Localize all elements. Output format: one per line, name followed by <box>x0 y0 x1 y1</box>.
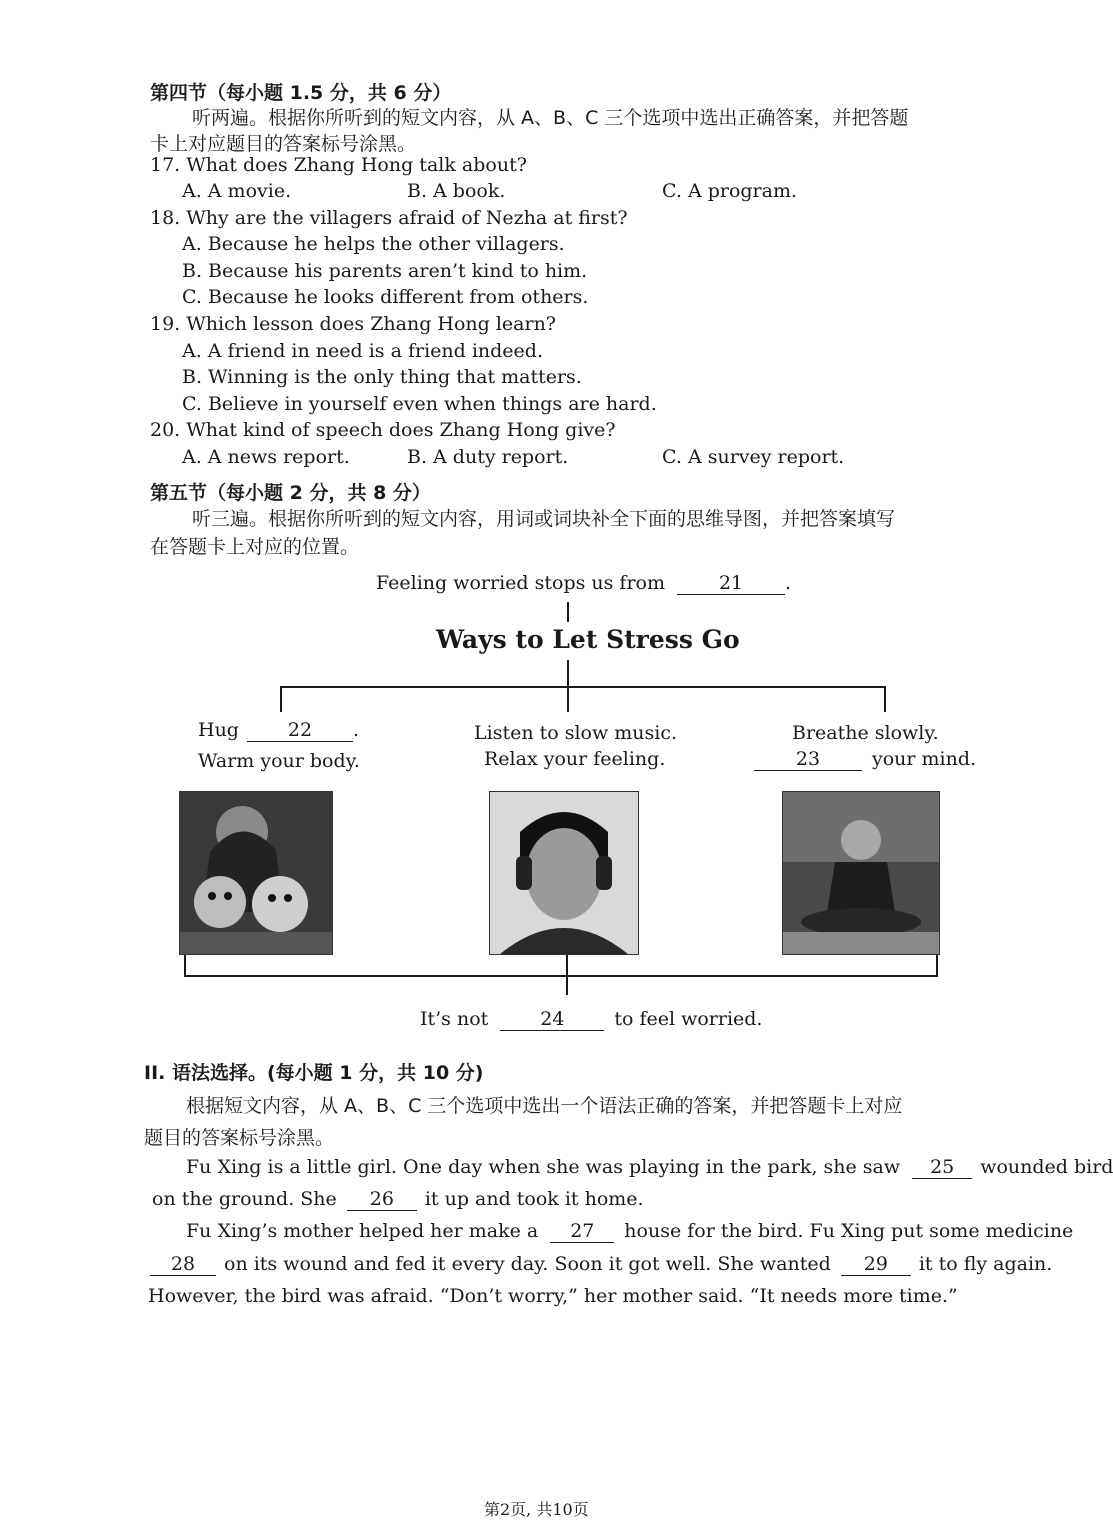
blank-21[interactable]: 21 <box>677 574 785 595</box>
bottom-branch-center <box>566 955 568 995</box>
q19-option-c: C. Believe in yourself even when things are hard. <box>182 393 657 415</box>
mindmap-bottom-text: It’s not 24 to feel worried. <box>420 1008 763 1030</box>
photo-listen-music <box>489 791 639 955</box>
q19-option-b: B. Winning is the only thing that matters. <box>182 366 582 388</box>
section4-instruction-2: 卡上对应题目的答案标号涂黑。 <box>150 133 417 155</box>
q20-option-c: C. A survey report. <box>662 446 845 468</box>
photo-hug-toys <box>179 791 333 955</box>
photo-breathe-meditate-illustration <box>783 792 939 954</box>
question-18-stem: 18. Why are the villagers afraid of Nezha at first? <box>150 207 628 229</box>
q17-option-c: C. A program. <box>662 180 798 202</box>
branch-bar-top <box>280 686 886 688</box>
bottom-branch-right <box>936 955 938 977</box>
middle-branch-line2: Relax your feeling. <box>484 748 666 770</box>
q17-option-b: B. A book. <box>407 180 506 202</box>
blank-25[interactable]: 25 <box>912 1158 972 1179</box>
grammar-instruction-2: 题目的答案标号涂黑。 <box>144 1127 335 1149</box>
section5-title: 第五节（每小题 2 分，共 8 分） <box>150 482 431 504</box>
q19-option-a: A. A friend in need is a friend indeed. <box>182 340 543 362</box>
right-branch-line1: Breathe slowly. <box>792 722 939 744</box>
q20-option-b: B. A duty report. <box>407 446 569 468</box>
left-branch-line2: Warm your body. <box>198 750 360 772</box>
branch-right <box>884 686 886 712</box>
section4-instruction-1: 听两遍。根据你所听到的短文内容，从 A、B、C 三个选项中选出正确答案，并把答题 <box>192 107 909 129</box>
photo-breathe-meditate <box>782 791 940 955</box>
branch-bar-bottom <box>184 975 938 977</box>
section4-title: 第四节（每小题 1.5 分，共 6 分） <box>150 82 452 104</box>
grammar-p2-line2: 28 on its wound and fed it every day. Soon it got well. She wanted 29 it to fly again. <box>150 1253 1052 1276</box>
page-number: 第2页, 共10页 <box>484 1500 589 1519</box>
grammar-title: II. 语法选择。(每小题 1 分，共 10 分) <box>144 1062 484 1084</box>
right-branch-line2: 23 your mind. <box>754 748 976 771</box>
branch-middle <box>567 686 569 712</box>
blank-22[interactable]: 22 <box>247 721 353 742</box>
question-17-stem: 17. What does Zhang Hong talk about? <box>150 154 527 176</box>
grammar-p2-line1: Fu Xing’s mother helped her make a 27 house for the bird. Fu Xing put some medicine <box>186 1220 1074 1242</box>
blank-23[interactable]: 23 <box>754 750 862 771</box>
grammar-p1-line2: on the ground. She 26 it up and took it home. <box>152 1188 644 1210</box>
grammar-p2-line3: However, the bird was afraid. “Don’t worry,” her mother said. “It needs more time.” <box>148 1285 958 1307</box>
q17-option-a: A. A movie. <box>182 180 292 202</box>
blank-29[interactable]: 29 <box>841 1255 911 1276</box>
photo-hug-toys-illustration <box>180 792 332 954</box>
connector-top <box>567 602 569 622</box>
section5-instruction-1: 听三遍。根据你所听到的短文内容，用词或词块补全下面的思维导图，并把答案填写 <box>192 508 896 530</box>
branch-left <box>280 686 282 712</box>
blank-24[interactable]: 24 <box>500 1010 604 1031</box>
q18-option-c: C. Because he looks different from others. <box>182 286 589 308</box>
photo-listen-music-illustration <box>490 792 638 954</box>
q18-option-b: B. Because his parents aren’t kind to him. <box>182 260 588 282</box>
middle-branch-line1: Listen to slow music. <box>474 722 678 744</box>
mindmap-top-text: Feeling worried stops us from 21 . <box>376 572 792 594</box>
q18-option-a: A. Because he helps the other villagers. <box>182 233 565 255</box>
grammar-instruction-1: 根据短文内容，从 A、B、C 三个选项中选出一个语法正确的答案，并把答题卡上对应 <box>186 1095 903 1117</box>
section5-instruction-2: 在答题卡上对应的位置。 <box>150 536 360 558</box>
connector-title-down <box>567 660 569 688</box>
blank-28[interactable]: 28 <box>150 1255 216 1276</box>
question-20-stem: 20. What kind of speech does Zhang Hong give? <box>150 419 616 441</box>
left-branch-line1: Hug 22 . <box>198 719 360 741</box>
question-19-stem: 19. Which lesson does Zhang Hong learn? <box>150 313 556 335</box>
blank-26[interactable]: 26 <box>347 1190 417 1211</box>
mindmap-title: Ways to Let Stress Go <box>436 625 740 654</box>
q20-option-a: A. A news report. <box>182 446 350 468</box>
blank-27[interactable]: 27 <box>550 1222 614 1243</box>
bottom-branch-left <box>184 955 186 977</box>
grammar-p1-line1: Fu Xing is a little girl. One day when she was playing in the park, she saw 25 wounded bird <box>186 1156 1113 1178</box>
